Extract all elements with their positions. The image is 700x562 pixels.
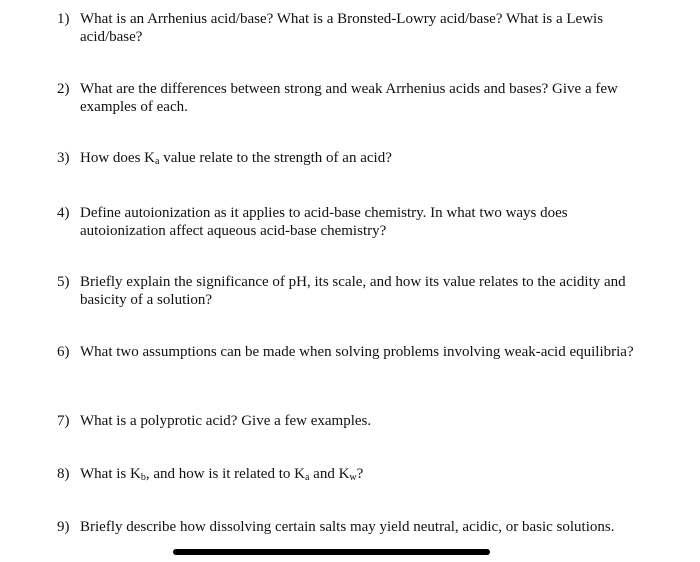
question-3: [57, 149, 647, 167]
question-9: [57, 518, 647, 536]
question-number: 8): [57, 466, 70, 482]
question-text: How does $K_a$ value relate to the strength of an acid?: [80, 150, 392, 167]
question-text: What is $K_b$, and how is it related to $K_a$ and $K_w$?: [80, 466, 364, 483]
question-number: 4): [57, 205, 70, 221]
question-number: 9): [57, 519, 70, 535]
question-text: Define autoionization as it applies to acid-base chemistry. In what two ways does autoionization affect aqueous acid-base chemistry?: [80, 205, 568, 239]
question-number: 3): [57, 150, 70, 166]
question-number: 6): [57, 344, 70, 360]
question-6: [57, 343, 647, 361]
question-text: Briefly explain the significance of pH, its scale, and how its value relates to the acidity and basicity of a solution?: [80, 274, 626, 308]
question-number: 7): [57, 413, 70, 429]
question-number: 2): [57, 81, 70, 97]
question-number: 1): [57, 11, 70, 27]
question-text: What are the differences between strong and weak Arrhenius acids and bases? Give a few examples of each.: [80, 81, 618, 115]
question-2: [57, 80, 647, 116]
question-number: 5): [57, 274, 70, 290]
question-text: What is a polyprotic acid? Give a few examples.: [80, 413, 372, 429]
question-1: [57, 10, 647, 46]
home-indicator-bar[interactable]: [173, 549, 490, 555]
question-4: [57, 204, 647, 240]
question-text: What two assumptions can be made when solving problems involving weak-acid equilibria?: [80, 344, 634, 360]
question-5: [57, 273, 647, 309]
question-text: What is an Arrhenius acid/base? What is a Bronsted-Lowry acid/base? What is a Lewis acid/base?: [80, 11, 604, 45]
question-8: [57, 465, 647, 483]
question-text: Briefly describe how dissolving certain salts may yield neutral, acidic, or basic solutions.: [80, 519, 615, 535]
question-7: [57, 412, 647, 430]
